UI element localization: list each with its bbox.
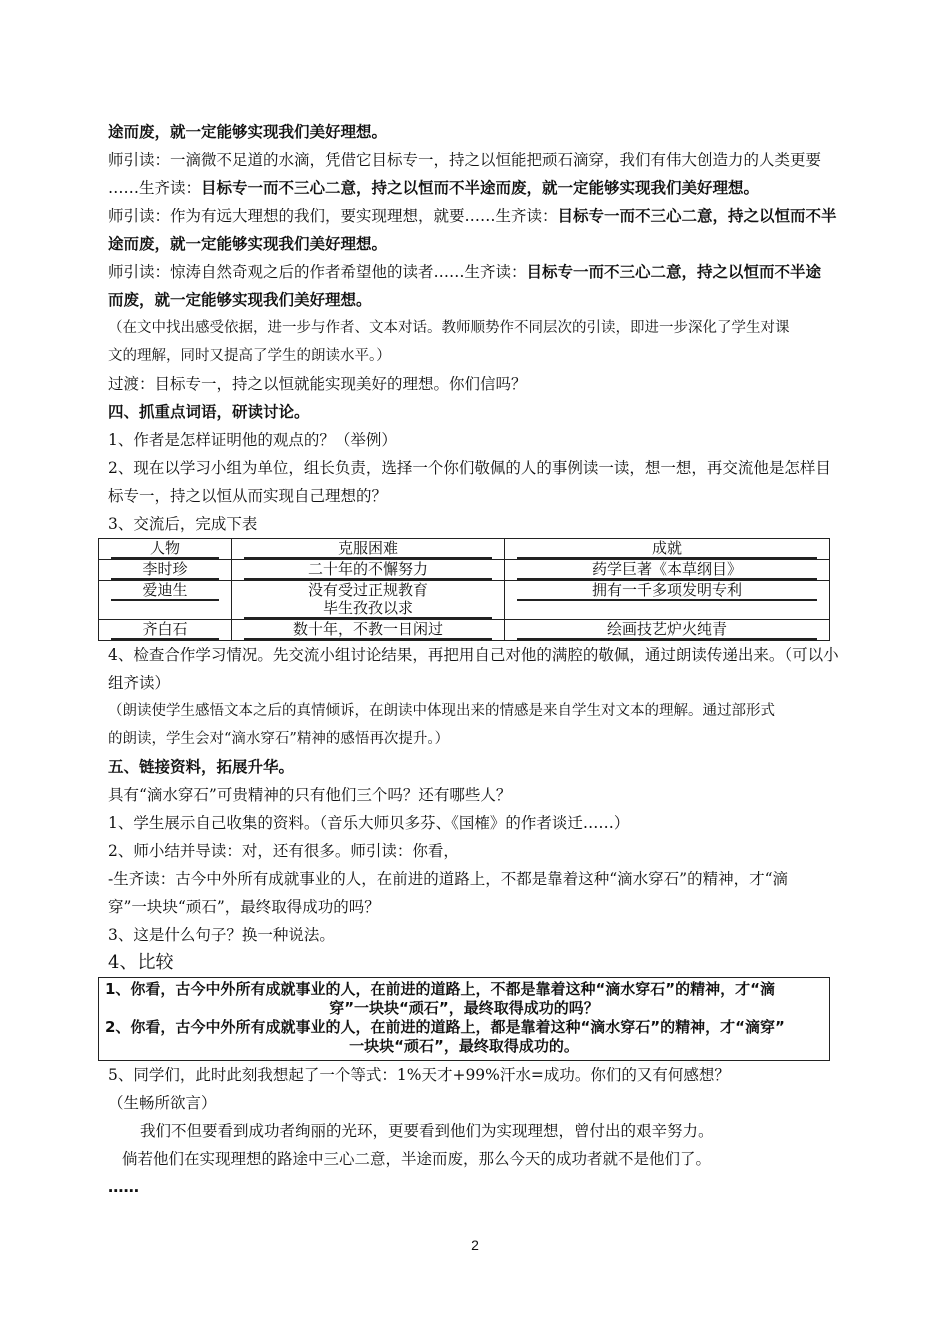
- table-cell: 李时珍: [99, 560, 232, 581]
- table-header-cell: 人物: [99, 539, 232, 560]
- paragraph-line: [108, 258, 846, 286]
- paragraph-line: （生畅所欲言）: [108, 1094, 217, 1112]
- paragraph-line: 2、师小结并导读：对，还有很多。师引读：你看，: [108, 842, 459, 860]
- paragraph-line: 而废，就一定能够实现我们美好理想。: [108, 291, 372, 309]
- lead-text: 师引读：惊涛自然奇观之后的作者希望他的读者……生齐读：: [108, 263, 527, 281]
- table-row: [99, 560, 830, 581]
- table-cell: 数十年，不教一日闲过: [232, 620, 505, 641]
- comparison-sentence: 1、你看，古今中外所有成就事业的人，在前进的道路上，不都是靠着这种“滴水穿石”的精神，才“滴: [105, 980, 776, 998]
- paragraph-line: [108, 174, 846, 202]
- paragraph-line: 3、交流后，完成下表: [108, 515, 258, 533]
- table-header-cell: 克服困难: [232, 539, 505, 560]
- paragraph-line: 我们不但要看到成功者绚丽的光环，更要看到他们为实现理想，曾付出的艰辛努力。: [140, 1122, 714, 1140]
- paragraph-line: 4、检查合作学习情况。先交流小组讨论结果，再把用自己对他的满腔的敬佩，通过朗读传递出来。（可以小: [108, 646, 839, 664]
- paragraph-line: 倘若他们在实现理想的路途中三心二意，半途而废，那么今天的成功者就不是他们了。: [122, 1150, 712, 1168]
- teaching-note: （在文中找出感受依据，进一步与作者、文本对话。教师顺势作不同层次的引读，即进一步深化了学生对课: [108, 320, 790, 336]
- paragraph-line: 标专一，持之以恒从而实现自己理想的？: [108, 487, 388, 505]
- ellipsis-line: ……: [108, 1178, 139, 1196]
- paragraph-line: 3、这是什么句子？换一种说法。: [108, 926, 335, 944]
- bold-text: 目标专一而不三心二意，持之以恒而不半途: [526, 263, 822, 281]
- paragraph-line: 途而废，就一定能够实现我们美好理想。: [108, 235, 388, 253]
- paragraph-line: [108, 202, 846, 230]
- table-header-cell: 成就: [505, 539, 830, 560]
- paragraph-line: 组齐读）: [108, 674, 171, 692]
- section-heading: 四、抓重点词语，研读讨论。: [108, 403, 310, 421]
- section-heading: 五、链接资料，拓展升华。: [108, 758, 295, 776]
- comparison-box: [98, 977, 830, 1061]
- paragraph-line: 5、同学们，此时此刻我想起了一个等式：1%天才+99%汗水=成功。你们的又有何感想？: [108, 1066, 730, 1084]
- paragraph-line: 4、比较: [108, 952, 174, 973]
- table-cell: 爱迪生: [99, 581, 232, 620]
- paragraph-line: 穿”一块块“顽石”，最终取得成功的吗？: [108, 898, 380, 916]
- table-cell: 二十年的不懈努力: [232, 560, 505, 581]
- lead-text: 师引读：作为有远大理想的我们，要实现理想，就要……生齐读：: [108, 207, 558, 225]
- paragraph-line: 途而废，就一定能够实现我们美好理想。: [108, 123, 388, 141]
- paragraph-line: 1、学生展示自己收集的资料。（音乐大师贝多芬、《国榷》的作者谈迁……）: [108, 814, 630, 832]
- paragraph-line: 1、作者是怎样证明他的观点的？（举例）: [108, 431, 397, 449]
- table-cell: 药学巨著《本草纲目》: [505, 560, 830, 581]
- table-cell: 拥有一千多项发明专利: [505, 581, 830, 620]
- teaching-note: 文的理解，同时又提高了学生的朗读水平。）: [108, 348, 391, 364]
- table-cell: 没有受过正规教育 毕生孜孜以求: [232, 581, 505, 620]
- teaching-note: （朗读使学生感悟文本之后的真情倾诉，在朗读中体现出来的情感是来自学生对文本的理解。通过部形式: [108, 703, 775, 719]
- table-cell: 齐白石: [99, 620, 232, 641]
- table-header-row: [99, 539, 830, 560]
- comparison-sentence: 2、你看，古今中外所有成就事业的人，在前进的道路上，都是靠着这种“滴水穿石”的精神，才“滴穿”: [105, 1018, 785, 1036]
- comparison-sentence: 一块块“顽石”，最终取得成功的。: [349, 1037, 579, 1055]
- bold-text: 目标专一而不三心二意，持之以恒而不半: [557, 207, 837, 225]
- comparison-sentence: 穿”一块块“顽石”，最终取得成功的吗？: [329, 999, 599, 1017]
- paragraph-line: 2、现在以学习小组为单位，组长负责，选择一个你们敬佩的人的事例读一读，想一想，再交流他是怎样目: [108, 459, 831, 477]
- page-number: 2: [471, 1237, 479, 1253]
- achievement-table: [98, 538, 830, 641]
- table-row: [99, 620, 830, 641]
- bold-text: 目标专一而不三心二意，持之以恒而不半途而废，就一定能够实现我们美好理想。: [201, 179, 760, 197]
- paragraph-line: -生齐读：古今中外所有成就事业的人，在前进的道路上，不都是靠着这种“滴水穿石”的精神，才“滴: [108, 870, 789, 888]
- paragraph-line: 具有“滴水穿石”可贵精神的只有他们三个吗？还有哪些人？: [108, 786, 512, 804]
- teaching-note: 的朗读，学生会对“滴水穿石”精神的感悟再次提升。）: [108, 731, 450, 747]
- table-cell: 绘画技艺炉火纯青: [505, 620, 830, 641]
- paragraph-line: 过渡：目标专一，持之以恒就能实现美好的理想。你们信吗？: [108, 375, 527, 393]
- paragraph-line: 师引读：一滴微不足道的水滴，凭借它目标专一，持之以恒能把顽石滴穿，我们有伟大创造力的人类更要: [108, 151, 822, 169]
- lead-text: ……生齐读：: [108, 179, 202, 197]
- document-body: [105, 118, 846, 1201]
- table-row: [99, 581, 830, 620]
